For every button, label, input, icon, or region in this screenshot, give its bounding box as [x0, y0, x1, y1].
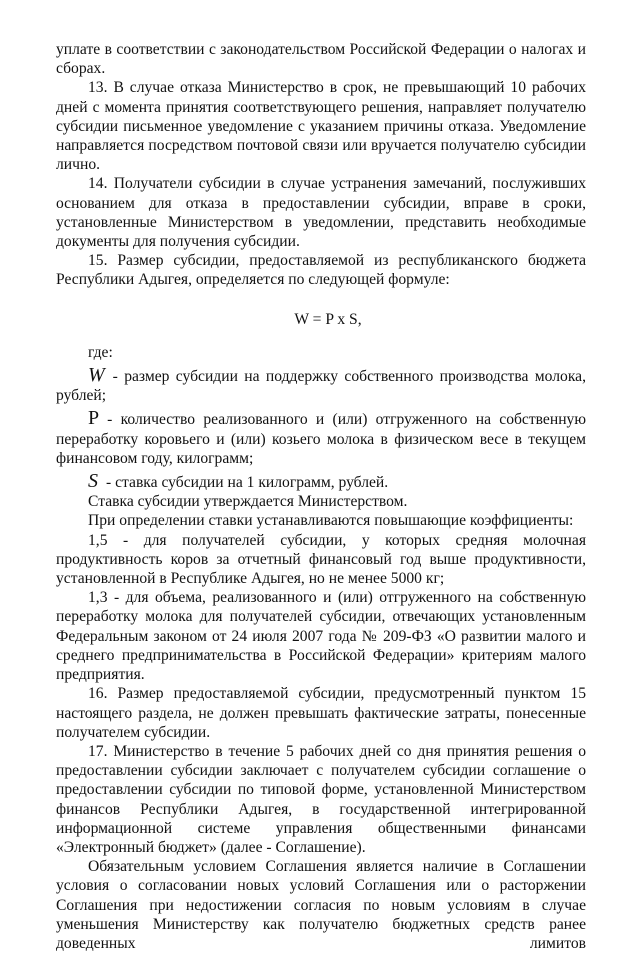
coefficient-1-5: 1,5 - для получателей субсидии, у которых средняя молочная продуктивность коров за отчетный финансовый год выше продуктивности, установленной в Республике Адыгея, но не менее 5000 кг;	[56, 531, 586, 588]
definition-s-text: - ставка субсидии на 1 килограмм, рублей.	[106, 474, 389, 492]
definition-w	[56, 366, 586, 405]
definition-p	[56, 409, 586, 468]
document-page	[56, 40, 586, 953]
paragraph-16: 16. Размер предоставляемой субсидии, предусмотренный пунктом 15 настоящего раздела, не должен превышать фактические затраты, понесенные получателем субсидии.	[56, 685, 586, 741]
paragraph-agreement-condition: Обязательным условием Соглашения является наличие в Соглашении условия о согласовании новых условий Соглашения или о расторжении Соглашения при недостижении согласия по новым условиям в случае уменьшения Министерству как получателю бюджетных средств ранее доведенных лимитов	[56, 858, 586, 952]
paragraph-13: 13. В случае отказа Министерство в срок, не превышающий 10 рабочих дней с момента принятия соответствующего решения, направляет получателю субсидии письменное уведомление с указанием причины отказа. Уведомление направляется посредством почтовой связи или вручается получателю субсидии лично.	[56, 79, 586, 174]
coefficient-1-3: 1,3 - для объема, реализованного и (или) отгруженного на собственную переработку молока для получателей субсидии, отвечающих установленным Федеральным законом от 24 июля 2007 года № 209-ФЗ «О развитии малого и среднего предпринимательства в Российской Федерации» критериям малого предприятия.	[56, 589, 586, 684]
symbol-p: P	[88, 407, 100, 430]
paragraph-continuation: уплате в соответствии с законодательством Российской Федерации о налогах и сборах.	[56, 41, 586, 78]
paragraph-17: 17. Министерство в течение 5 рабочих дней со дня принятия решения о предоставлении субсидии заключает с получателем субсидии соглашение о предоставлении субсидии по типовой форме, установленной Министерством финансов Республики Адыгея, в государственной интегрированной информационной системе управления общественными финансами «Электронный бюджет» (далее - Соглашение).	[56, 742, 586, 856]
definition-w-text: - размер субсидии на поддержку собственного производства молока, рублей;	[56, 368, 586, 405]
definition-s	[56, 472, 586, 492]
paragraph-15: 15. Размер субсидии, предоставляемой из республиканского бюджета Республики Адыгея, определяется по следующей формуле:	[56, 252, 586, 289]
paragraph-14: 14. Получатели субсидии в случае устранения замечаний, послуживших основанием для отказа в предоставлении субсидии, вправе в сроки, установленные Министерством в уведомлении, представить необходимые документы для получения субсидии.	[56, 175, 586, 251]
where-label: где:	[88, 343, 113, 361]
symbol-s: S	[88, 470, 98, 493]
rate-statement: Ставка субсидии утверждается Министерством.	[88, 493, 408, 511]
formula: W = P x S,	[294, 310, 362, 328]
symbol-w: W	[88, 364, 105, 387]
coefficients-intro: При определении ставки устанавливаются повышающие коэффициенты:	[88, 512, 574, 530]
definition-p-text: - количество реализованного и (или) отгруженного на собственную переработку коровьего и (или) козьего молока в физическом весе в текущем финансовом году, килограмм;	[56, 411, 586, 467]
